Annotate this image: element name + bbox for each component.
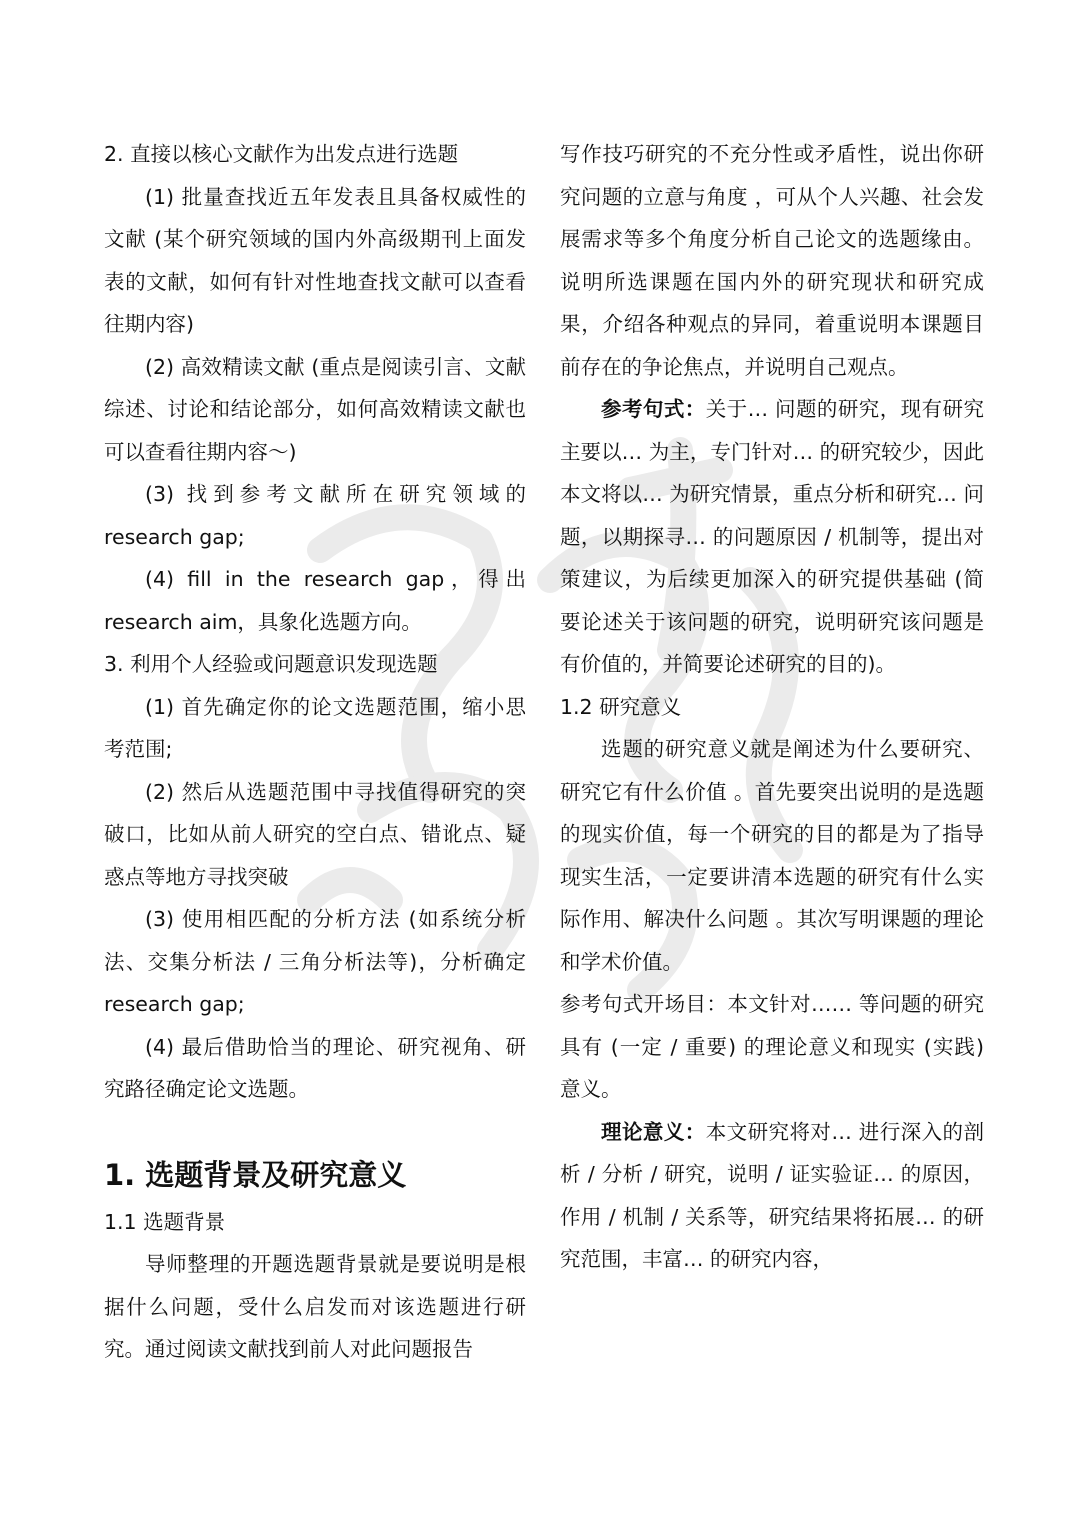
opening-body: 本文针对…… 等问题的研究具有 (一定 / 重要) 的理论意义和现实 (实践) 意义。 xyxy=(560,992,984,1101)
theory-label: 理论意义： xyxy=(601,1119,706,1144)
section-2-item-1: (1) 批量查找近五年发表且具备权威性的文献 (某个研究领域的国内外高级期刊上面发表的文献，如何有针对性地查找文献可以查看往期内容) xyxy=(104,184,526,336)
background-paragraph-continued: 写作技巧研究的不充分性或矛盾性，说出你研究问题的立意与角度 ，可从个人兴趣、社会发展需求等多个角度分析自己论文的选题缘由。说明所选课题在国内外的研究现状和研究成果，介绍各种观点的异同，着重说明本课题目前存在的争论焦点，并说明自己观点。 xyxy=(560,142,984,379)
reference-body: 关于… 问题的研究，现有研究主要以… 为主，专门针对… 的研究较少，因此本文将以… 为研究情景，重点分析和研究… 问题，以期探寻… 的问题原因 / 机制等，提出对策建议，为后续更加深入的研究提供基础 (简要论述关于该问题的研究，说明研究该问题是有价值的，并简要论述研究的目的)。 xyxy=(560,397,985,676)
theory-body: 本文研究将对… 进行深入的剖析 / 分析 / 研究，说明 / 证实验证… 的原因，作用 / 机制 / 关系等，研究结果将拓展… 的研究范围，丰富… 的研究内容， xyxy=(560,1119,985,1271)
subheading-1-2: 1.2 研究意义 xyxy=(560,694,682,719)
theory-significance-paragraph xyxy=(560,1111,984,1281)
section-3-item-3: (3) 使用相匹配的分析方法 (如系统分析法、交集分析法 / 三角分析法等)，分析确定 research gap; xyxy=(104,907,526,1016)
section-2-item-4: (4) fill in the research gap，得出 research aim，具象化选题方向。 xyxy=(104,567,526,634)
section-3-item-4: (4) 最后借助恰当的理论、研究视角、研究路径确定论文选题。 xyxy=(104,1034,526,1101)
section-3-item-2: (2) 然后从选题范围中寻找值得研究的突破口，比如从前人研究的空白点、错讹点、疑惑点等地方寻找突破 xyxy=(104,779,526,889)
section-3-heading: 3. 利用个人经验或问题意识发现选题 xyxy=(104,652,438,676)
section-spacer xyxy=(104,1111,526,1153)
reference-label: 参考句式： xyxy=(601,397,706,421)
opening-label: 参考句式开场目： xyxy=(560,992,728,1016)
background-paragraph: 导师整理的开题选题背景就是要说明是根据什么问题，受什么启发而对该选题进行研究。通过阅读文献找到前人对此问题报告 xyxy=(104,1252,526,1361)
significance-paragraph: 选题的研究意义就是阐述为什么要研究、研究它有什么价值 。首先要突出说明的是选题的现实价值，每一个研究的目的都是为了指导现实生活，一定要讲清本选题的研究有什么实际作用、解决什么问题 。其次写明课题的理论和学术价值。 xyxy=(560,737,984,974)
opening-sentence-paragraph xyxy=(560,983,984,1111)
subheading-1-1: 1.1 选题背景 xyxy=(104,1209,226,1234)
reference-sentence-paragraph xyxy=(560,388,984,686)
right-column xyxy=(560,133,984,1281)
section-2-item-3: (3) 找到参考文献所在研究领域的 research gap; xyxy=(104,482,526,549)
main-heading: 1. 选题背景及研究意义 xyxy=(104,1157,407,1192)
section-3-item-1: (1) 首先确定你的论文选题范围，缩小思考范围; xyxy=(104,694,526,761)
left-column xyxy=(104,133,526,1371)
section-2-item-2: (2) 高效精读文献 (重点是阅读引言、文献综述、讨论和结论部分，如何高效精读文献也可以查看往期内容～) xyxy=(104,354,526,464)
section-2-heading: 2. 直接以核心文献作为出发点进行选题 xyxy=(104,142,459,166)
